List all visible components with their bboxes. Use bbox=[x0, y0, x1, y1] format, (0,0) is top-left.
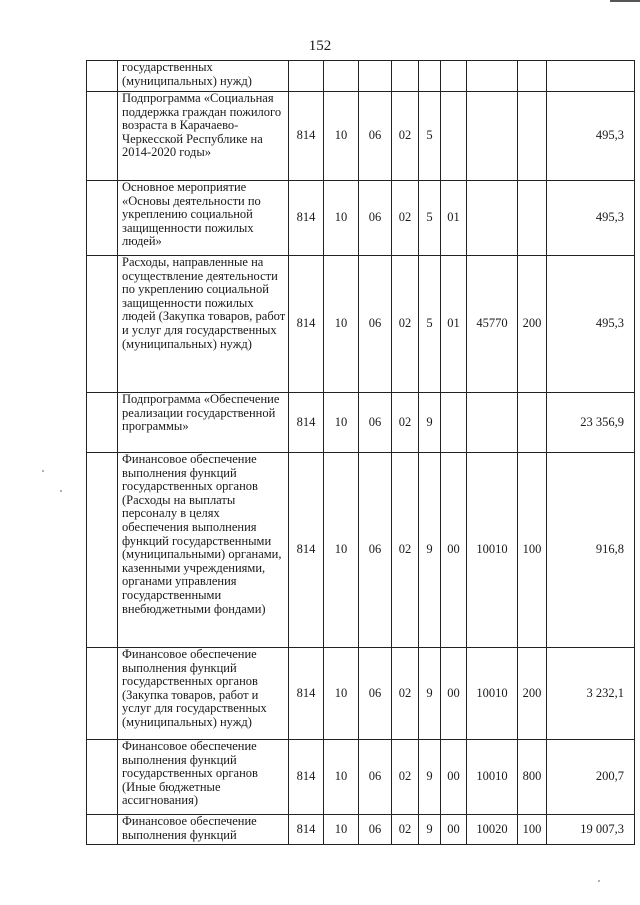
ministry-code: 814 bbox=[289, 453, 324, 648]
row-name: Подпрограмма «Обеспечение реализации государственной программы» bbox=[118, 393, 289, 453]
amount: 3 232,1 bbox=[547, 648, 635, 740]
section-code: 10 bbox=[324, 393, 359, 453]
section-code: 10 bbox=[324, 181, 359, 256]
activity-code: 01 bbox=[441, 181, 467, 256]
table-row bbox=[87, 815, 635, 845]
blank-cell bbox=[87, 61, 118, 92]
ministry-code: 814 bbox=[289, 815, 324, 845]
expense-type-code: 200 bbox=[518, 648, 547, 740]
activity-code bbox=[441, 92, 467, 181]
row-name: государственных (муниципальных) нужд) bbox=[118, 61, 289, 92]
direction-code bbox=[467, 61, 518, 92]
activity-code bbox=[441, 61, 467, 92]
ministry-code: 814 bbox=[289, 181, 324, 256]
expense-type-code: 100 bbox=[518, 453, 547, 648]
blank-cell bbox=[87, 648, 118, 740]
activity-code: 00 bbox=[441, 453, 467, 648]
amount: 916,8 bbox=[547, 453, 635, 648]
row-name: Финансовое обеспечение выполнения функций государственных органов (Закупка товаров, работ и услуг для государственных (муниципальных) нужд) bbox=[118, 648, 289, 740]
expense-type-code: 100 bbox=[518, 815, 547, 845]
blank-cell bbox=[87, 256, 118, 393]
section-code: 10 bbox=[324, 453, 359, 648]
subprogram-code: 5 bbox=[419, 256, 441, 393]
blank-cell bbox=[87, 92, 118, 181]
direction-code: 10010 bbox=[467, 648, 518, 740]
section-code: 10 bbox=[324, 648, 359, 740]
expense-type-code bbox=[518, 393, 547, 453]
program-code bbox=[392, 61, 419, 92]
direction-code: 10010 bbox=[467, 740, 518, 815]
subprogram-code: 9 bbox=[419, 453, 441, 648]
expense-type-code: 200 bbox=[518, 256, 547, 393]
scan-speck bbox=[60, 490, 62, 492]
blank-cell bbox=[87, 393, 118, 453]
activity-code: 00 bbox=[441, 648, 467, 740]
subprogram-code bbox=[419, 61, 441, 92]
direction-code bbox=[467, 92, 518, 181]
page-number: 152 bbox=[308, 38, 332, 54]
subsection-code: 06 bbox=[359, 181, 392, 256]
activity-code bbox=[441, 393, 467, 453]
program-code: 02 bbox=[392, 648, 419, 740]
ministry-code: 814 bbox=[289, 393, 324, 453]
program-code: 02 bbox=[392, 453, 419, 648]
amount: 495,3 bbox=[547, 181, 635, 256]
subprogram-code: 9 bbox=[419, 393, 441, 453]
scan-speck bbox=[42, 470, 44, 472]
row-name: Финансовое обеспечение выполнения функций bbox=[118, 815, 289, 845]
table-row bbox=[87, 256, 635, 393]
program-code: 02 bbox=[392, 740, 419, 815]
amount: 495,3 bbox=[547, 256, 635, 393]
section-code: 10 bbox=[324, 92, 359, 181]
ministry-code: 814 bbox=[289, 92, 324, 181]
amount: 23 356,9 bbox=[547, 393, 635, 453]
table-row bbox=[87, 181, 635, 256]
budget-table-body bbox=[87, 61, 635, 845]
amount: 495,3 bbox=[547, 92, 635, 181]
subsection-code: 06 bbox=[359, 453, 392, 648]
activity-code: 00 bbox=[441, 815, 467, 845]
ministry-code: 814 bbox=[289, 256, 324, 393]
activity-code: 01 bbox=[441, 256, 467, 393]
direction-code: 10010 bbox=[467, 453, 518, 648]
expense-type-code bbox=[518, 181, 547, 256]
program-code: 02 bbox=[392, 256, 419, 393]
subprogram-code: 9 bbox=[419, 815, 441, 845]
scan-speck bbox=[598, 880, 600, 882]
subprogram-code: 9 bbox=[419, 648, 441, 740]
blank-cell bbox=[87, 181, 118, 256]
row-name: Подпрограмма «Социальная поддержка граждан пожилого возраста в Карачаево-Черкесской Республике на 2014-2020 годы» bbox=[118, 92, 289, 181]
amount: 19 007,3 bbox=[547, 815, 635, 845]
section-code: 10 bbox=[324, 815, 359, 845]
scan-edge-mark bbox=[610, 0, 640, 2]
blank-cell bbox=[87, 740, 118, 815]
row-name: Расходы, направленные на осуществление деятельности по укреплению социальной защищенности пожилых людей (Закупка товаров, работ и услуг для государственных (муниципальных) нужд) bbox=[118, 256, 289, 393]
program-code: 02 bbox=[392, 393, 419, 453]
subprogram-code: 5 bbox=[419, 181, 441, 256]
amount bbox=[547, 61, 635, 92]
table-row bbox=[87, 61, 635, 92]
subsection-code: 06 bbox=[359, 256, 392, 393]
ministry-code: 814 bbox=[289, 740, 324, 815]
program-code: 02 bbox=[392, 181, 419, 256]
budget-table bbox=[86, 60, 635, 845]
subsection-code bbox=[359, 61, 392, 92]
expense-type-code: 800 bbox=[518, 740, 547, 815]
blank-cell bbox=[87, 815, 118, 845]
subsection-code: 06 bbox=[359, 92, 392, 181]
subsection-code: 06 bbox=[359, 393, 392, 453]
table-row bbox=[87, 453, 635, 648]
table-row bbox=[87, 648, 635, 740]
section-code: 10 bbox=[324, 256, 359, 393]
table-row bbox=[87, 740, 635, 815]
expense-type-code bbox=[518, 61, 547, 92]
direction-code: 45770 bbox=[467, 256, 518, 393]
activity-code: 00 bbox=[441, 740, 467, 815]
direction-code: 10020 bbox=[467, 815, 518, 845]
program-code: 02 bbox=[392, 815, 419, 845]
table-row bbox=[87, 92, 635, 181]
table-row bbox=[87, 393, 635, 453]
expense-type-code bbox=[518, 92, 547, 181]
subprogram-code: 5 bbox=[419, 92, 441, 181]
subsection-code: 06 bbox=[359, 740, 392, 815]
section-code: 10 bbox=[324, 740, 359, 815]
row-name: Финансовое обеспечение выполнения функций государственных органов (Расходы на выплаты персоналу в целях обеспечения выполнения функций государственными (муниципальными) органами, казенными учреждениями, органами управления государственными внебюджетными фондами) bbox=[118, 453, 289, 648]
amount: 200,7 bbox=[547, 740, 635, 815]
direction-code bbox=[467, 393, 518, 453]
row-name: Основное мероприятие «Основы деятельности по укреплению социальной защищенности пожилых людей» bbox=[118, 181, 289, 256]
subsection-code: 06 bbox=[359, 648, 392, 740]
section-code bbox=[324, 61, 359, 92]
program-code: 02 bbox=[392, 92, 419, 181]
subprogram-code: 9 bbox=[419, 740, 441, 815]
ministry-code bbox=[289, 61, 324, 92]
direction-code bbox=[467, 181, 518, 256]
blank-cell bbox=[87, 453, 118, 648]
ministry-code: 814 bbox=[289, 648, 324, 740]
subsection-code: 06 bbox=[359, 815, 392, 845]
row-name: Финансовое обеспечение выполнения функций государственных органов (Иные бюджетные ассигнования) bbox=[118, 740, 289, 815]
